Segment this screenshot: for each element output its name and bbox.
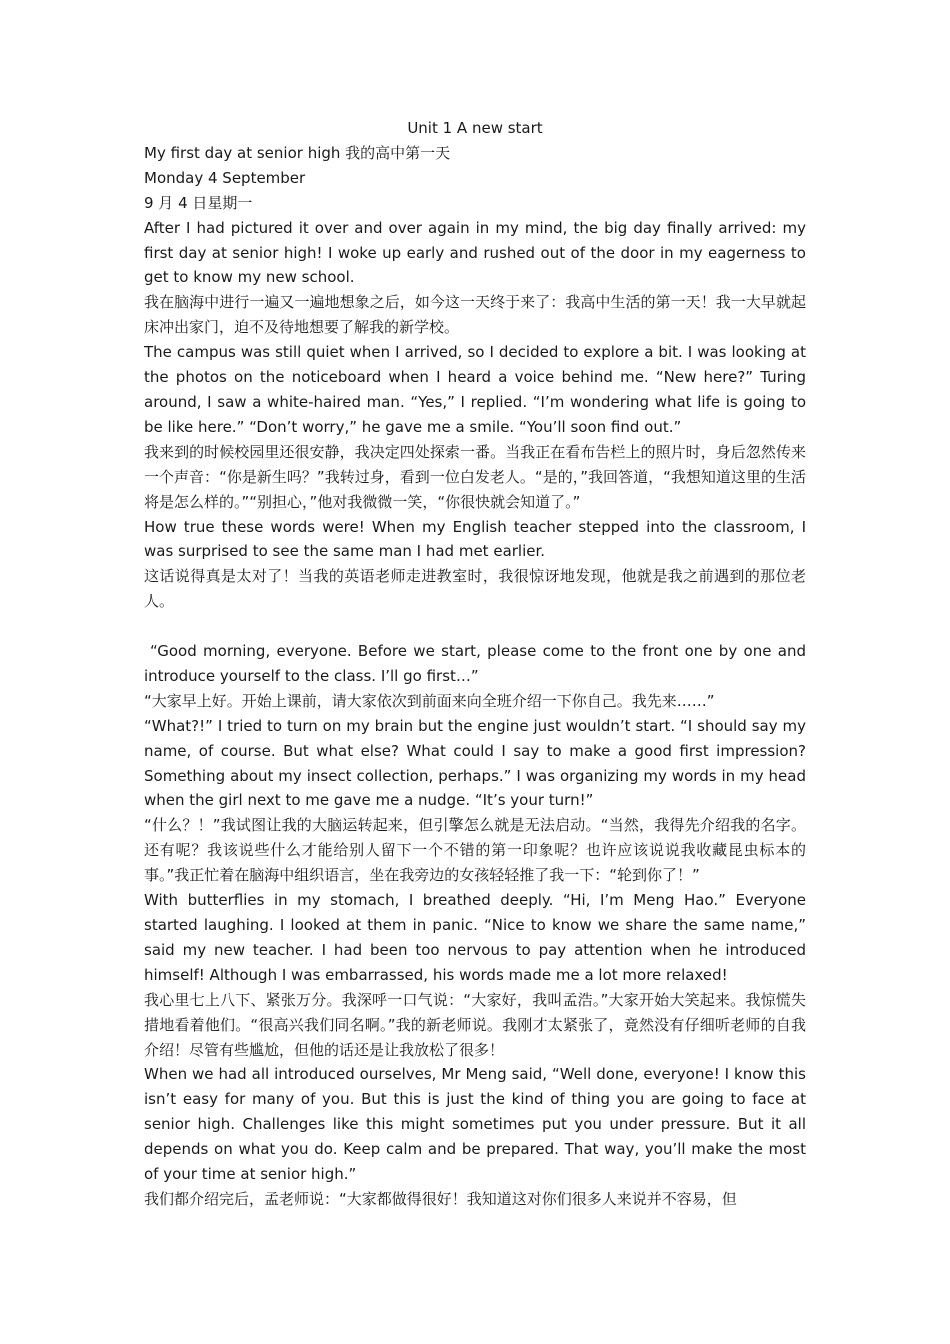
paragraph-en-6: With butterflies in my stomach, I breathed deeply. “Hi, I’m Meng Hao.” Everyone started laughing. I looked at them in panic. “Nice to know we share the same name,” said my new teacher. I had been too nervous to pay attention when he introduced himself! Although I was embarrassed, his words made me a lot more relaxed! (144, 891, 806, 984)
date-chinese: 9 月 4 日星期一 (144, 193, 253, 212)
paragraph-en-5: “What?!” I tried to turn on my brain but the engine just wouldn’t start. “I should say my name, of course. But what else? What could I say to make a good first impression? Something about my insect collection, perhaps.” I was organizing my words in my head when the girl next to me gave me a nudge. “It’s your turn!” (144, 716, 806, 810)
paragraph-en-7: When we had all introduced ourselves, Mr Meng said, “Well done, everyone! I know this isn’t easy for many of you. But this is just the kind of thing you are going to face at senior high. Challenges like this might sometimes put you under pressure. But it all depends on what you do. Keep calm and be prepared. That way, you’ll make the most of your time at senior high.” (144, 1065, 806, 1184)
paragraph-zh-6: 我心里七上八下、紧张万分。我深呼一口气说：“大家好，我叫孟浩。”大家开始大笑起来。我惊慌失措地看着他们。“很高兴我们同名啊。”我的新老师说。我刚才太紧张了，竟然没有仔细听老师的自我介绍！尽管有些尴尬，但他的话还是让我放松了很多！ (144, 990, 806, 1059)
paragraph-en-1: After I had pictured it over and over again in my mind, the big day finally arrived: my first day at senior high! I woke up early and rushed out of the door in my eagerness to get to know my new school. (144, 218, 806, 287)
document-title: Unit 1 A new start (407, 119, 543, 137)
paragraph-en-2: The campus was still quiet when I arrived, so I decided to explore a bit. I was looking at the photos on the noticeboard when I heard a voice behind me. “New here?” Turing around, I saw a white-haired man. “Yes,” I replied. “I’m wondering what life is going to be like here.” “Don’t worry,” he gave me a smile. “You’ll soon find out.” (144, 343, 806, 436)
paragraph-zh-1: 我在脑海中进行一遍又一遍地想象之后，如今这一天终于来了：我高中生活的第一天！我一大早就起床冲出家门，迫不及待地想要了解我的新学校。 (144, 293, 806, 337)
paragraph-zh-7: 我们都介绍完后，孟老师说：“大家都做得很好！我知道这对你们很多人来说并不容易，但 (144, 1189, 737, 1208)
paragraph-zh-2: 我来到的时候校园里还很安静，我决定四处探索一番。当我正在看布告栏上的照片时，身后忽然传来一个声音：“你是新生吗？”我转过身，看到一位白发老人。“是的，”我回答道，“我想知道这里的生活将是怎么样的。”“别担心，”他对我微微一笑，“你很快就会知道了。” (144, 442, 806, 511)
paragraph-en-3: How true these words were! When my English teacher stepped into the classroom, I was surprised to see the same man I had met earlier. (144, 517, 806, 561)
blank-line (144, 614, 806, 639)
paragraph-zh-4: “大家早上好。开始上课前，请大家依次到前面来向全班介绍一下你自己。我先来……” (144, 691, 715, 710)
date-english: Monday 4 September (144, 168, 306, 187)
document-subtitle: My first day at senior high 我的高中第一天 (144, 143, 451, 162)
paragraph-en-4: “Good morning, everyone. Before we start, please come to the front one by one and introduce yourself to the class. I’ll go first…” (144, 642, 806, 685)
paragraph-zh-3: 这话说得真是太对了！当我的英语老师走进教室时，我很惊讶地发现，他就是我之前遇到的那位老人。 (144, 567, 806, 611)
paragraph-zh-5: “什么？！”我试图让我的大脑运转起来，但引擎怎么就是无法启动。“当然，我得先介绍我的名字。还有呢？我该说些什么才能给别人留下一个不错的第一印象呢？也许应该说说我收藏昆虫标本的事。”我正忙着在脑海中组织语言，坐在我旁边的女孩轻轻推了我一下：“轮到你了！” (144, 816, 806, 885)
document-page (144, 116, 806, 1212)
